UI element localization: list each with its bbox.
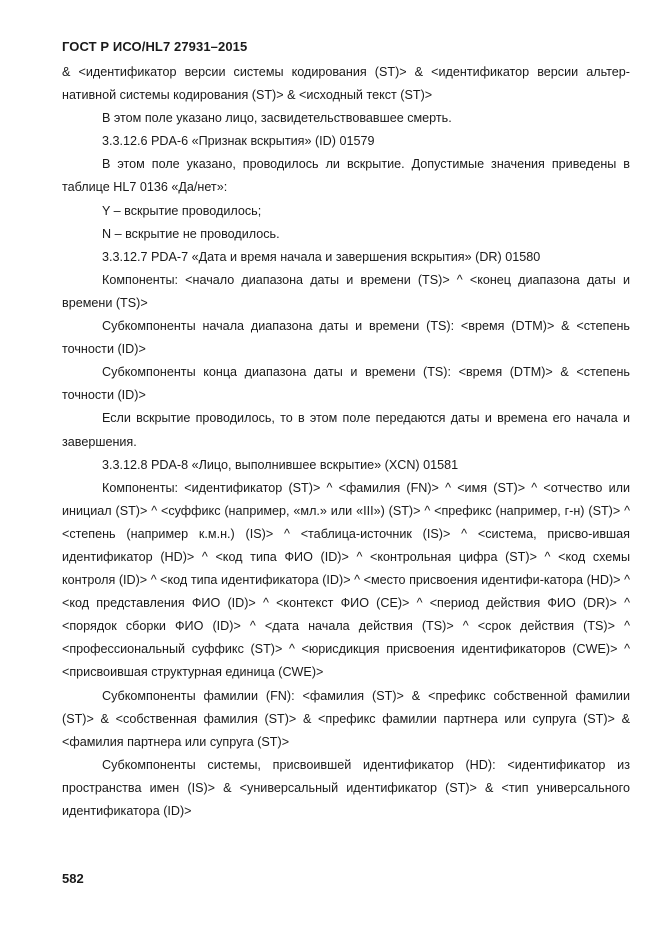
- paragraph: Субкомпоненты конца диапазона даты и времени (TS): <время (DTM)> & <степень точности (ID)>: [62, 365, 630, 403]
- section-heading: 3.3.12.6 PDA-6 «Признак вскрытия» (ID) 01579: [102, 134, 375, 149]
- list-item: Y – вскрытие проводилось;: [102, 203, 262, 218]
- paragraph: Субкомпоненты начала диапазона даты и времени (TS): <время (DTM)> & <степень точности (ID)>: [62, 319, 630, 357]
- paragraph: & <идентификатор версии системы кодирования (ST)> & <идентификатор версии альтер-нативной системы кодирования (ST)> & <исходный текст (ST)>: [62, 65, 630, 103]
- paragraph: В этом поле указано лицо, засвидетельствовавшее смерть.: [102, 111, 452, 126]
- paragraph: Компоненты: <идентификатор (ST)> ^ <фамилия (FN)> ^ <имя (ST)> ^ <отчество или инициал (ST)> ^ <суффикс (например, «мл.» или «III») (ST)> ^ <префикс (например, г-н) (ST)> ^ <степень (например к.м.н.) (IS)> ^ <таблица-источник (IS)> ^ <система, присво-ившая идентификатор (HD)> ^ <код типа ФИО (ID)> ^ <контрольная цифра (ST)> ^ <код схемы контроля (ID)> ^ <код типа идентификатора (ID)> ^ <место присвоения идентифи-катора (HD)> ^ <код представления ФИО (ID)> ^ <контекст ФИО (CE)> ^ <период действия ФИО (DR)> ^ <порядок сборки ФИО (ID)> ^ <дата начала действия (TS)> ^ <срок действия (TS)> ^ <профессиональный суффикс (ST)> ^ <юрисдикция присвоения идентификаторов (CWE)> ^ <присвоившая структурная единица (CWE)>: [62, 480, 630, 680]
- section-heading: 3.3.12.7 PDA-7 «Дата и время начала и завершения вскрытия» (DR) 01580: [102, 249, 541, 264]
- document-header: ГОСТ Р ИСО/HL7 27931–2015: [62, 39, 248, 54]
- document-body: [62, 61, 630, 823]
- section-heading: 3.3.12.8 PDA-8 «Лицо, выполнившее вскрытие» (XCN) 01581: [102, 457, 459, 472]
- paragraph: Если вскрытие проводилось, то в этом поле передаются даты и времена его начала и завершения.: [62, 411, 630, 449]
- list-item: N – вскрытие не проводилось.: [102, 226, 280, 241]
- paragraph: Субкомпоненты фамилии (FN): <фамилия (ST)> & <префикс собственной фамилии (ST)> & <собственная фамилия (ST)> & <префикс фамилии партнера или супруга (ST)> & <фамилия партнера или супруга (ST)>: [62, 688, 630, 749]
- paragraph: Субкомпоненты системы, присвоившей идентификатор (HD): <идентификатор из пространства имен (IS)> & <универсальный идентификатор (ST)> & <тип универсального идентификатора (ID)>: [62, 757, 630, 818]
- page-number: 582: [62, 871, 84, 886]
- paragraph: Компоненты: <начало диапазона даты и времени (TS)> ^ <конец диапазона даты и времени (TS)>: [62, 272, 630, 310]
- paragraph: В этом поле указано, проводилось ли вскрытие. Допустимые значения приведены в таблице HL7 0136 «Да/нет»:: [62, 157, 630, 195]
